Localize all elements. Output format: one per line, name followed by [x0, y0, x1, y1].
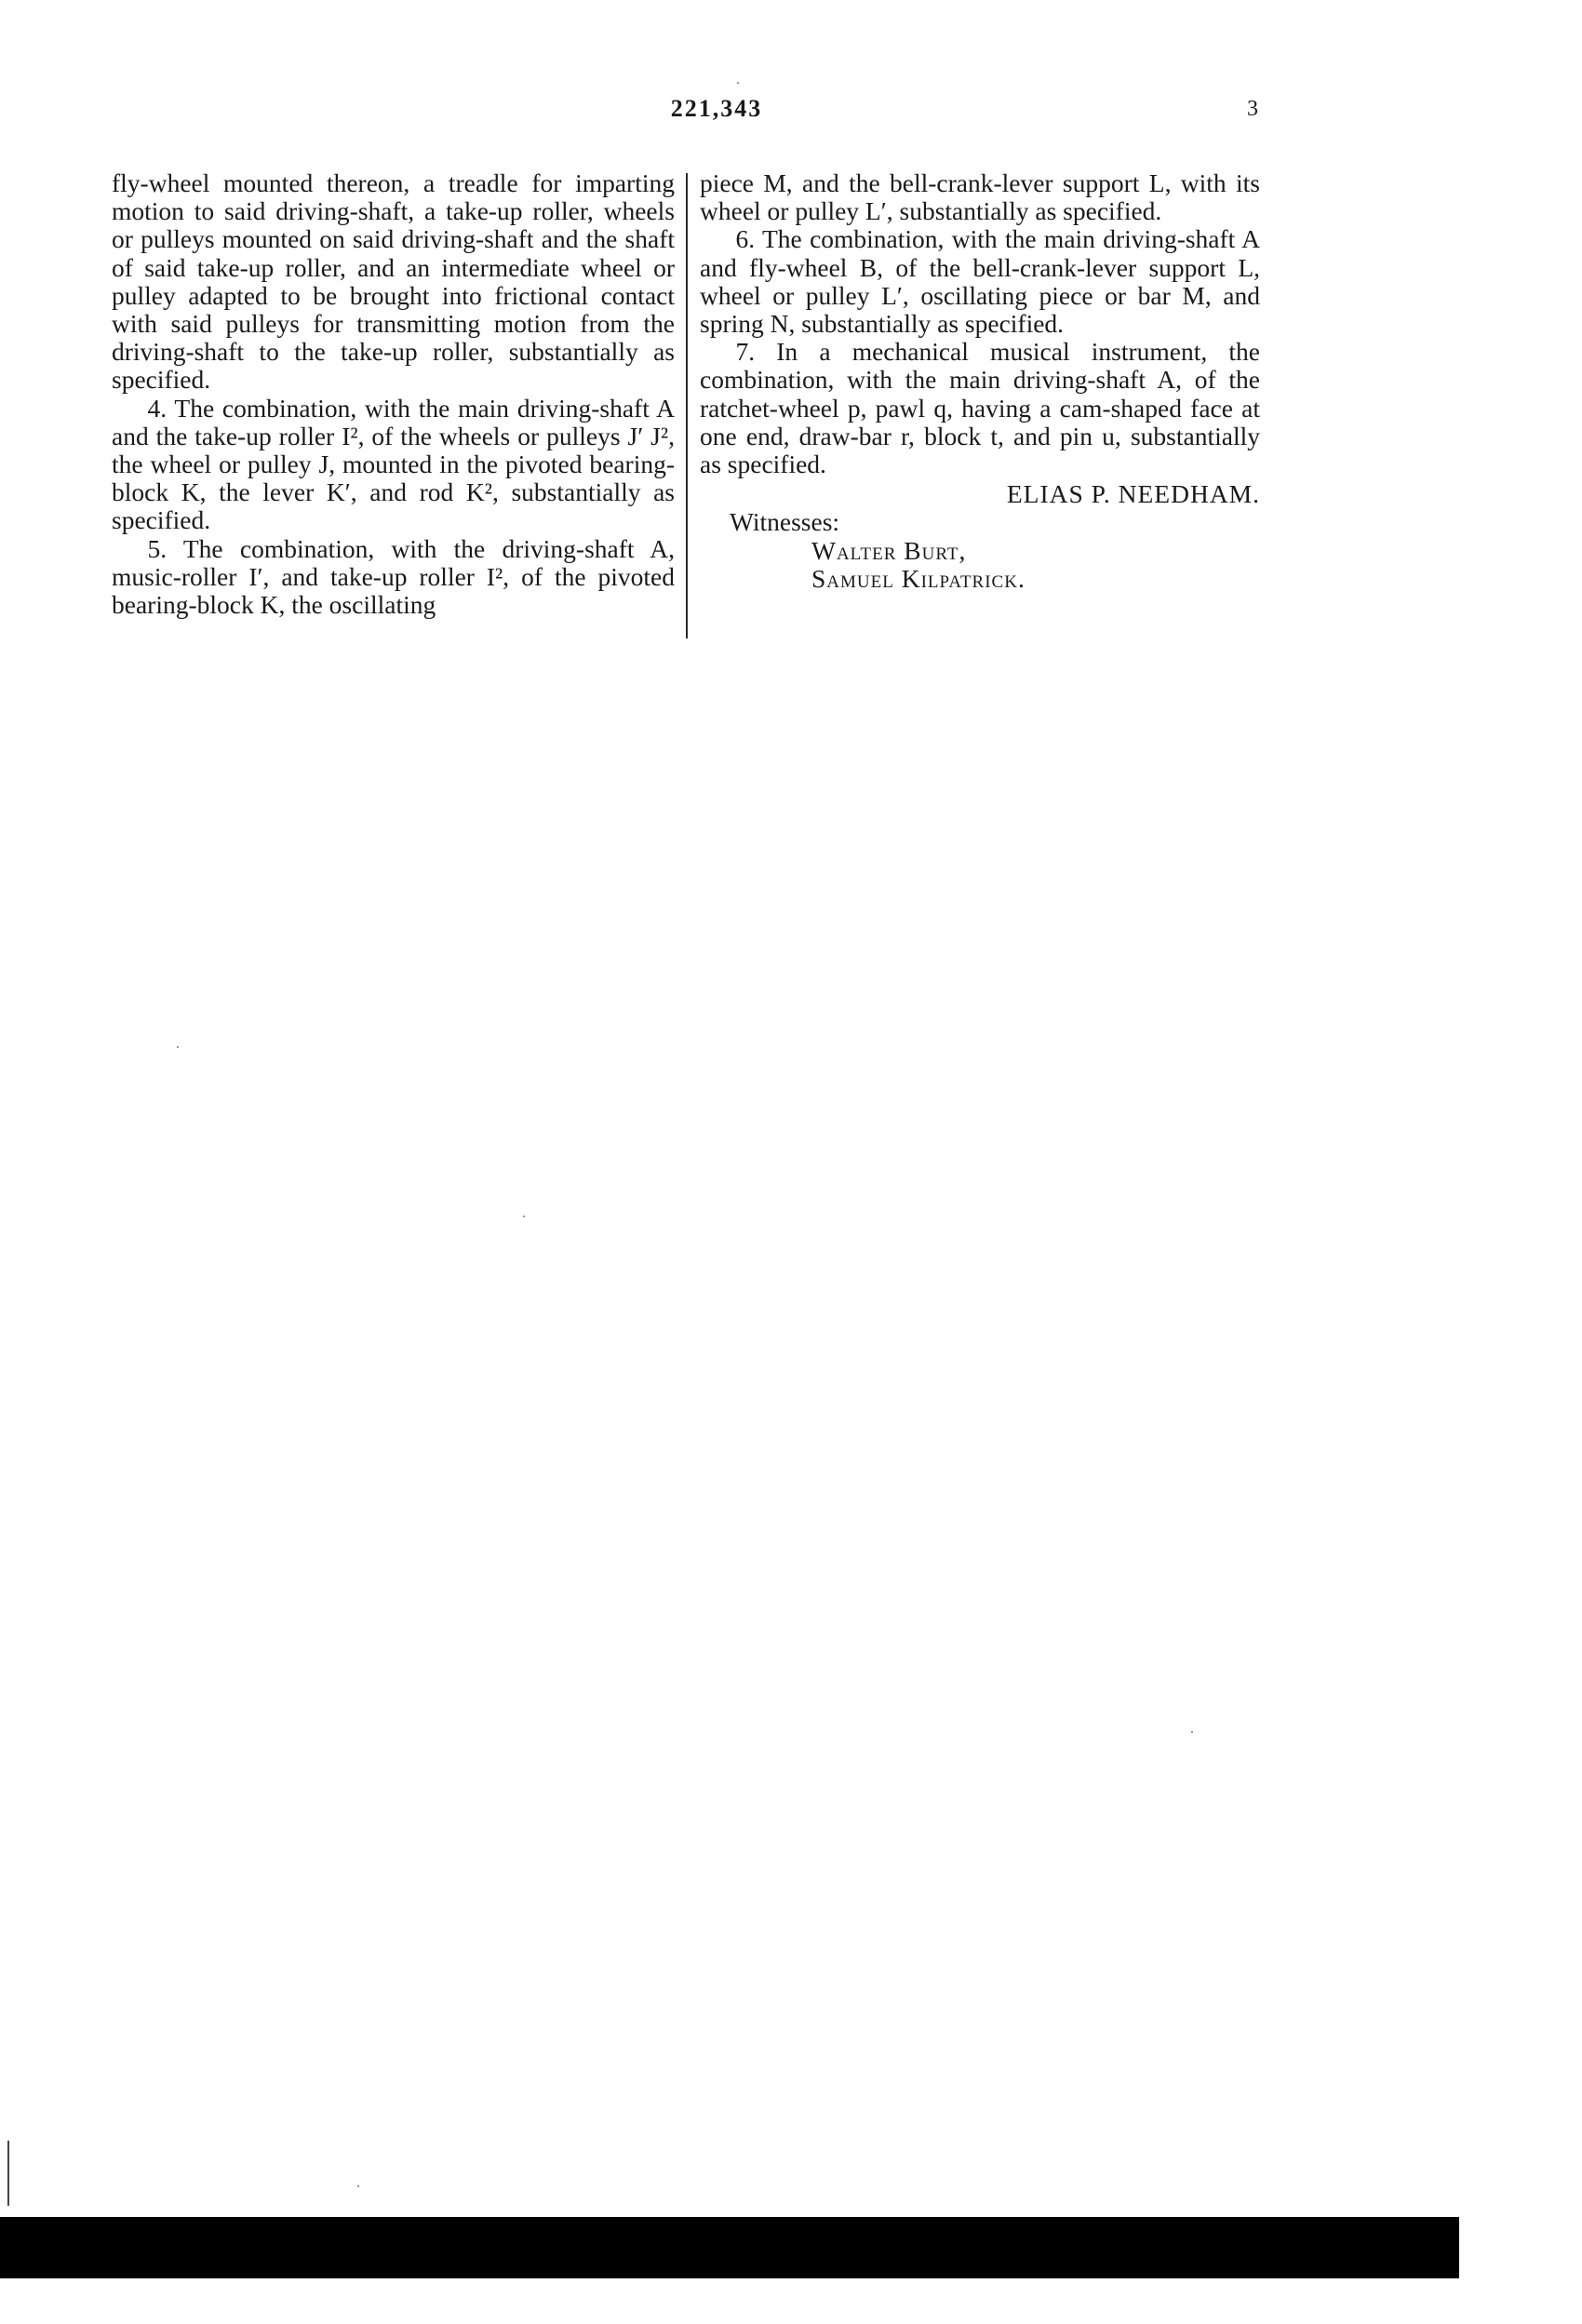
claim-7: 7. In a mechanical musical instrument, the combination, with the main driving-shaft A, of the ratchet-wheel p, pawl q, having a cam-shaped face at one end, draw-bar r, block t, and pin u, substantially as specified. — [700, 337, 1260, 479]
witness-name: Walter Burt, — [811, 535, 967, 565]
right-column — [700, 169, 1260, 593]
left-column — [112, 169, 675, 619]
scan-speck — [177, 1046, 179, 1048]
scan-speck — [357, 2185, 359, 2187]
patent-number: 221,343 — [670, 95, 763, 122]
claim-5-continuation: piece M, and the bell-crank-lever support L, with its wheel or pulley L′, substantially as specified. — [700, 168, 1260, 226]
witnesses-label: Witnesses: — [730, 507, 840, 537]
scan-edge-mark — [7, 2141, 9, 2206]
scan-speck — [737, 82, 739, 84]
page-number: 3 — [1247, 97, 1258, 121]
claim-3-continuation: fly-wheel mounted thereon, a treadle for imparting motion to said driving-shaft, a take-up roller, wheels or pulleys mounted on said driving-shaft and the shaft of said take-up roller, and an intermediate wheel or pulley adapted to be brought into frictional contact with said pulleys for transmitting motion from the driving-shaft to the take-up roller, substantially as specified. — [112, 168, 675, 395]
scan-bottom-border — [0, 2217, 1459, 2278]
column-divider — [686, 173, 688, 638]
witness-name: Samuel Kilpatrick. — [811, 563, 1026, 593]
claim-4: 4. The combination, with the main driving-shaft A and the take-up roller I², of the wheels or pulleys J′ J², the wheel or pulley J, mounted in the pivoted bearing-block K, the lever K′, and rod K², substantially as specified. — [112, 393, 675, 535]
scan-speck — [1191, 1731, 1193, 1733]
claim-5: 5. The combination, with the driving-shaft A, music-roller I′, and take-up roller I², of the pivoted bearing-block K, the oscillating — [112, 533, 675, 620]
inventor-signature: ELIAS P. NEEDHAM. — [1006, 479, 1260, 509]
scan-speck — [523, 1216, 525, 1217]
claim-6: 6. The combination, with the main driving-shaft A and fly-wheel B, of the bell-crank-lever support L, wheel or pulley L′, oscillating piece or bar M, and spring N, substantially as specified. — [700, 224, 1260, 339]
